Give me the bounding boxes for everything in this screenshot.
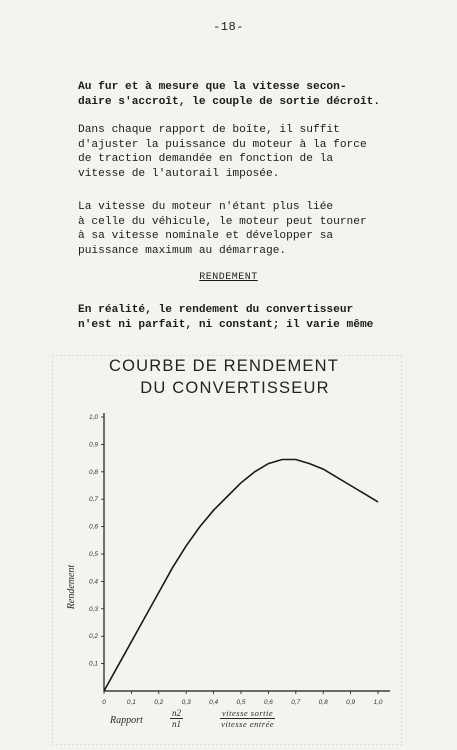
paragraph-1: Au fur et à mesure que la vitesse secon- daire s'accroît, le couple de sortie décroît. (78, 81, 381, 108)
y-tick-label: 0,3 (88, 605, 98, 613)
x-axis-ratio (170, 708, 183, 729)
x-tick-label: 0,9 (346, 699, 356, 706)
x-tick-label: 0,3 (181, 699, 191, 706)
paragraph-3: La vitesse du moteur n'étant plus liée à celle du véhicule, le moteur peut tourner à sa vitesse nominale et développer sa puissance maximum au démarrage. (78, 201, 367, 257)
section-heading (0, 272, 457, 283)
efficiency-curve (104, 460, 378, 692)
y-tick-label: 0,8 (88, 468, 98, 476)
chart-axes (104, 413, 390, 691)
figure-title-line1: COURBE DE RENDEMENT (109, 357, 339, 375)
y-tick-label: 1,0 (88, 414, 98, 421)
x-tick-label: 0,4 (209, 699, 219, 706)
x-tick-label: 0 (102, 699, 106, 706)
efficiency-figure (52, 355, 402, 745)
y-tick-label: 0,4 (88, 578, 98, 586)
y-tick-label: 0,1 (88, 660, 98, 668)
x-tick-group (102, 691, 383, 706)
page-number: -18- (213, 20, 244, 34)
y-axis-label: Rendement (66, 564, 77, 610)
ratio-denominator: n1 (172, 719, 181, 729)
section-heading-text: RENDEMENT (199, 272, 258, 283)
x-tick-label: 0,5 (236, 699, 246, 706)
ratio-numerator: n2 (172, 708, 181, 718)
y-tick-group (89, 414, 104, 668)
x-tick-label: 0,8 (318, 699, 328, 706)
paragraph-4: En réalité, le rendement du convertisseur n'est ni parfait, ni constant; il varie même (78, 304, 374, 331)
x-tick-label: 0,1 (126, 699, 136, 706)
speed-ratio-denominator: vitesse entrée (221, 719, 275, 729)
y-tick-label: 0,9 (88, 441, 98, 449)
x-tick-label: 0,2 (154, 699, 164, 706)
y-tick-label: 0,2 (88, 633, 98, 641)
y-tick-label: 0,5 (88, 551, 98, 558)
x-tick-label: 0,6 (263, 699, 273, 706)
y-tick-label: 0,6 (88, 523, 98, 531)
figure-title-line2: DU CONVERTISSEUR (140, 379, 330, 397)
x-axis-speed-ratio (220, 708, 275, 729)
y-tick-label: 0,7 (88, 496, 98, 504)
x-tick-label: 0,7 (291, 699, 301, 706)
paragraph-2: Dans chaque rapport de boîte, il suffit d'ajuster la puissance du moteur à la force de traction demandée en fonction de la vitesse de l'autorail imposée. (78, 124, 367, 180)
speed-ratio-numerator: vitesse sortie (222, 708, 274, 718)
x-tick-label: 1,0 (373, 699, 383, 706)
x-axis-label-prefix: Rapport (110, 715, 143, 726)
efficiency-chart (52, 355, 402, 745)
